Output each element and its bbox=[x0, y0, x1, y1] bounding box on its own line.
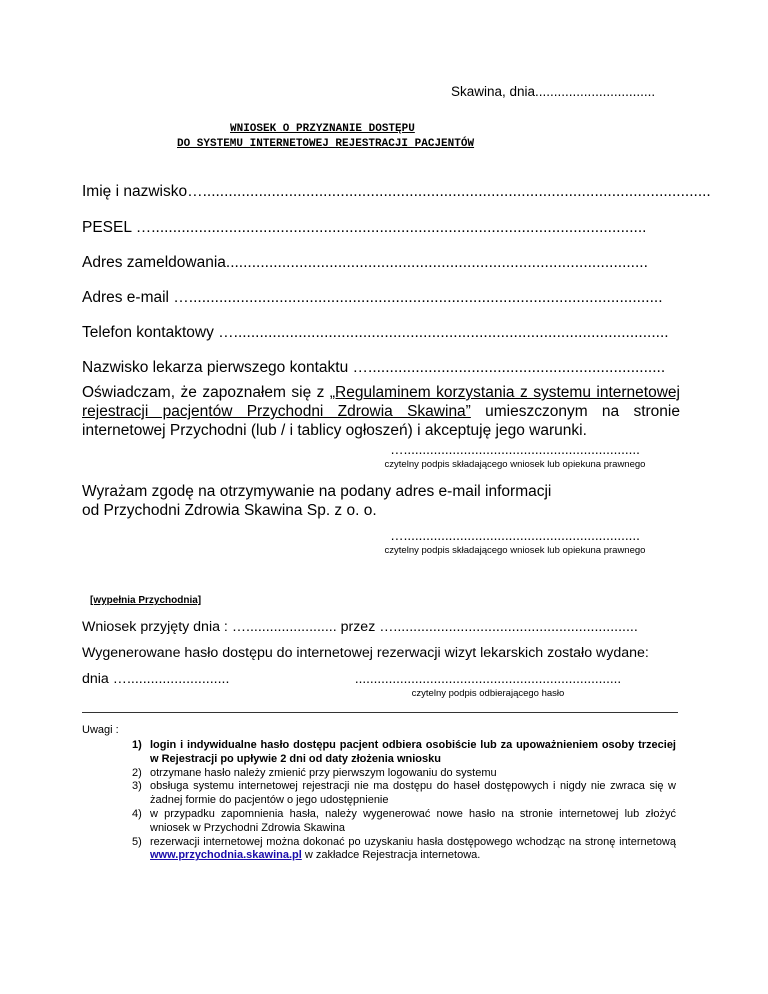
consent-line-2: od Przychodni Zdrowia Skawina Sp. z o. o. bbox=[82, 502, 377, 519]
consent-line-1: Wyrażam zgodę na otrzymywanie na podany adres e-mail informacji bbox=[82, 483, 552, 500]
place-date-line: Skawina, dnia................................ bbox=[451, 84, 656, 99]
declaration-text-2: umieszczonym na stronie internetowej Przychodni (lub / i tablicy ogłoszeń) i akceptuję jego warunki. bbox=[82, 403, 680, 439]
declaration-text-1: Oświadczam, że zapoznałem się z bbox=[82, 384, 330, 401]
field-address: Adres zameldowania.................................................................................................. bbox=[82, 254, 648, 271]
note-item bbox=[134, 780, 676, 808]
title-line-2: DO SYSTEMU INTERNETOWEJ REJESTRACJI PACJENTÓW bbox=[177, 138, 475, 150]
note-number: 3) bbox=[132, 780, 142, 793]
field-full-name: Imię i nazwisko…...................................................................................................................... bbox=[82, 183, 711, 200]
clinic-website-link[interactable]: www.przychodnia.skawina.pl bbox=[150, 849, 302, 862]
field-email: Adres e-mail ….............................................................................................................. bbox=[82, 289, 663, 306]
note-text: obsługa systemu internetowej rejestracji nie ma dostępu do haseł dostępowych i nigdy nie zwraca się w żadnej formie do pacjentów o jego udostępnienie bbox=[150, 780, 676, 807]
signature-dots-2: …............................................................... bbox=[390, 528, 640, 543]
note-item bbox=[134, 836, 676, 864]
signature-caption-2: czytelny podpis składającego wniosek lub opiekuna prawnego bbox=[384, 545, 646, 556]
declaration-paragraph bbox=[82, 383, 680, 440]
note-text: w przypadku zapomnienia hasła, należy wygenerować nowe hasło na stronie internetowej lub złożyć wniosek w Przychodni Zdrowia Skawina bbox=[150, 807, 676, 834]
signature-block-1 bbox=[357, 442, 673, 470]
issue-date-line: dnia ….......................... bbox=[82, 671, 230, 687]
signature-caption-1: czytelny podpis składającego wniosek lub opiekuna prawnego bbox=[384, 459, 646, 470]
section-divider bbox=[82, 712, 678, 713]
note-number: 4) bbox=[132, 807, 142, 820]
note-item bbox=[134, 808, 676, 836]
note-number: 1) bbox=[132, 739, 142, 751]
note-text: login i indywidualne hasło dostępu pacjent odbiera osobiście lub za upoważnieniem osoby trzeciej w Rejestracji po upływie 2 dni od daty złożenia wniosku bbox=[150, 739, 676, 765]
clinic-section-label: [wypełnia Przychodnia] bbox=[90, 595, 202, 606]
note-text-end: w zakładce Rejestracja internetowa. bbox=[301, 849, 481, 862]
field-phone: Telefon kontaktowy …..................................................................................................... bbox=[82, 324, 669, 341]
note-item bbox=[134, 739, 676, 767]
password-issued-line: Wygenerowane hasło dostępu do internetowej rezerwacji wizyt lekarskich zostało wydane: bbox=[82, 645, 649, 661]
receiver-signature-dots: ....................................................................... bbox=[354, 671, 622, 686]
regulation-title: „Regulaminem korzystania z systemu internetowej rejestracji pacjentów Przychodni Zdrowia Skawina” bbox=[82, 384, 680, 420]
field-pesel: PESEL …................................................................................................................... bbox=[82, 219, 647, 236]
field-doctor: Nazwisko lekarza pierwszego kontaktu …..................................................................... bbox=[82, 359, 666, 376]
note-number: 2) bbox=[132, 766, 142, 779]
note-number: 5) bbox=[132, 835, 142, 848]
title-line-1: WNIOSEK O PRZYZNANIE DOSTĘPU bbox=[230, 123, 415, 135]
accepted-line: Wniosek przyjęty dnia : …....................... przez ….............................................................. bbox=[82, 619, 638, 635]
receiver-signature-caption: czytelny podpis odbierającego hasło bbox=[411, 688, 565, 699]
notes-heading: Uwagi : bbox=[82, 724, 119, 736]
note-item bbox=[134, 767, 676, 781]
notes-list bbox=[134, 739, 676, 863]
note-text: otrzymane hasło należy zmienić przy pierwszym logowaniu do systemu bbox=[150, 766, 497, 779]
signature-dots-1: …............................................................... bbox=[390, 442, 640, 457]
receiver-signature-block bbox=[323, 671, 653, 699]
note-text: rezerwacji internetowej można dokonać po uzyskaniu hasła dostępowego wchodząc na stronę internetową bbox=[150, 835, 676, 848]
signature-block-2 bbox=[357, 528, 673, 556]
